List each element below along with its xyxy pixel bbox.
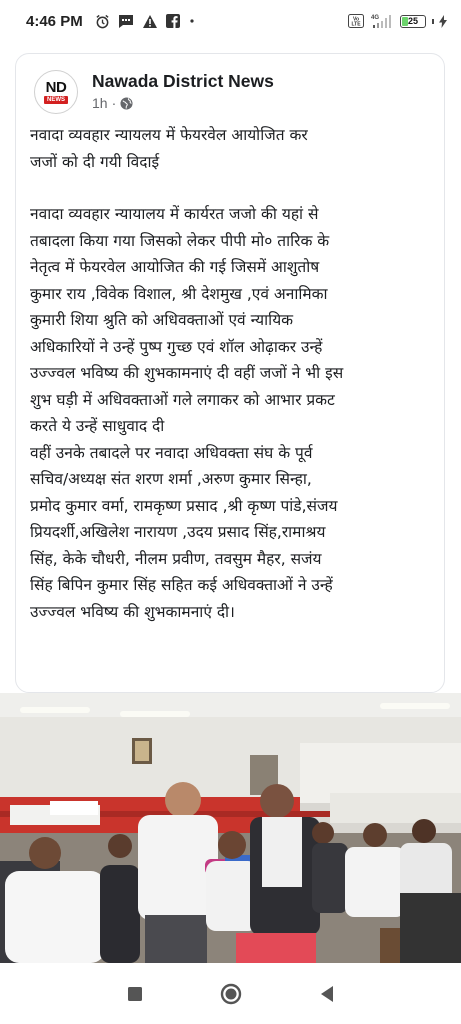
back-triangle-icon[interactable]	[279, 985, 375, 1003]
post-header	[34, 70, 274, 114]
system-nav-bar	[0, 963, 461, 1024]
paragraph-gap	[30, 175, 440, 201]
post-card	[15, 53, 445, 693]
post-photo[interactable]	[0, 693, 461, 963]
page-name[interactable]: Nawada District News	[92, 71, 274, 91]
recents-square-icon[interactable]	[87, 986, 183, 1002]
body-line: उज्ज्वल भविष्य की शुभकामनाएं दी।	[30, 602, 235, 621]
facebook-icon	[166, 14, 180, 28]
network-type-label: 4G	[371, 15, 380, 21]
page-info	[92, 70, 274, 111]
body-line: तबादला किया गया जिसको लेकर पीपी मो० तारिक के	[30, 231, 330, 250]
body-line: अधिकारियों ने उन्हें पुष्प गुच्छ एवं शॉल ओढ़ाकर उन्हें	[30, 337, 323, 356]
globe-icon	[120, 97, 133, 110]
notification-icons	[95, 14, 196, 29]
battery-percent: 25	[407, 16, 418, 26]
body-line: कुमार राय ,विवेक विशाल, श्री देशमुख ,एवं अनामिका	[30, 284, 328, 303]
dot-icon	[188, 17, 196, 25]
post-meta	[92, 95, 274, 111]
farewell-photo-illustration	[0, 693, 461, 963]
body-line: प्रमोद कुमार वर्मा, रामकृष्ण प्रसाद ,श्री कृष्ण पांडे,संजय	[30, 496, 338, 515]
body-line: उज्ज्वल भविष्य की शुभकामनाएं दी वहीं जजों ने भी इस	[30, 364, 344, 382]
body-line: प्रियदर्शी,अखिलेश नारायण ,उदय प्रसाद सिंह,रामाश्रय	[30, 523, 326, 541]
battery-cap	[432, 19, 434, 24]
body-line: वहीं उनके तबादले पर नवादा अधिवक्ता संघ के पूर्व	[30, 443, 313, 462]
svg-text:LTE: LTE	[351, 21, 361, 28]
page-avatar[interactable]	[34, 70, 78, 114]
headline-line: जजों को दी गयी विदाई	[30, 152, 160, 171]
body-line: कुमारी शिया श्रुति को अधिवक्ताओं एवं न्यायिक	[30, 311, 294, 329]
message-icon	[118, 14, 134, 29]
body-line: सिंह बिपिन कुमार सिंह सहित कई अधिवक्ताओं ने उन्हें	[30, 576, 333, 594]
body-line: सिंह, केके चौधरी, नीलम प्रवीण, तवसुम मैहर, सजंय	[30, 549, 322, 568]
body-line: नवादा व्यवहार न्यायालय में कार्यरत जजो की यहां से	[30, 205, 319, 223]
system-icons	[348, 13, 447, 29]
signal-icon	[369, 13, 395, 29]
alert-icon	[142, 14, 158, 29]
battery-icon	[400, 15, 426, 28]
paragraph-1	[30, 201, 440, 440]
paragraph-2	[30, 440, 440, 626]
charging-icon	[439, 15, 447, 28]
body-line: नेतृत्व में फेयरवेल आयोजित की गई जिसमें आशुतोष	[30, 258, 320, 276]
body-line: सचिव/अध्यक्ष संत शरण शर्मा ,अरुण कुमार सिन्हा,	[30, 470, 312, 488]
home-circle-icon[interactable]	[183, 983, 279, 1005]
volte-icon	[348, 14, 364, 28]
body-line: करते ये उन्हें साधुवाद दी	[30, 417, 165, 435]
body-line: शुभ घड़ी में अधिवक्ताओं गले लगाकर को आभार प्रकट	[30, 390, 335, 409]
post-time[interactable]: 1h	[92, 95, 108, 111]
status-time: 4:46 PM	[26, 12, 83, 30]
meta-separator: ·	[111, 95, 117, 111]
avatar-logo-text: ND	[45, 78, 67, 96]
svg-text:Vo: Vo	[352, 16, 360, 23]
alarm-icon	[95, 14, 110, 29]
headline-line: नवादा व्यवहार न्यायलय में फेयरवेल आयोजित कर	[30, 126, 308, 144]
avatar-logo-subtext: NEWS	[44, 96, 68, 104]
previous-post-peek	[0, 34, 461, 50]
post-text	[30, 122, 440, 625]
